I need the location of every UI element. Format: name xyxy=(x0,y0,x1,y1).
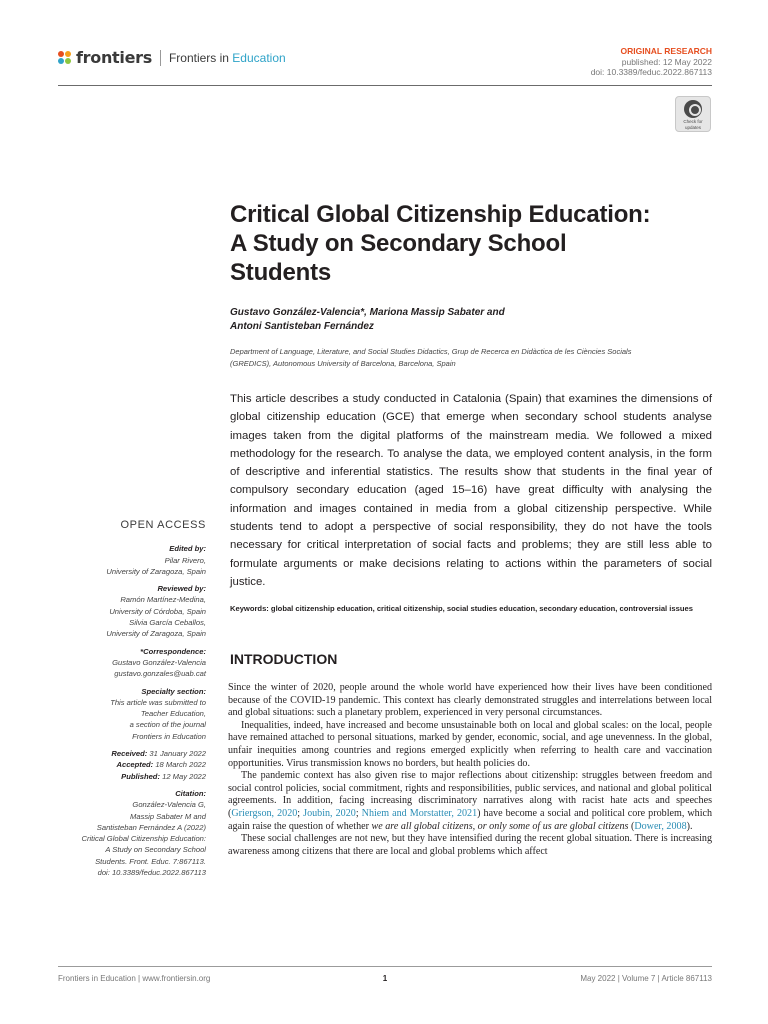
accepted-label: Accepted: xyxy=(116,760,154,770)
specialty-line: Frontiers in Education xyxy=(132,731,206,741)
citation-line: A Study on Secondary School xyxy=(105,845,206,855)
badge-label-line2: updates xyxy=(684,125,701,130)
header-divider xyxy=(58,85,712,86)
editor-name: Pilar Rivero, xyxy=(164,555,206,565)
page-number: 1 xyxy=(382,974,388,983)
author-list xyxy=(230,306,710,334)
paragraph-text: ( xyxy=(628,820,635,832)
received-date xyxy=(60,748,206,759)
published-date-side xyxy=(60,771,206,782)
paragraph xyxy=(228,770,712,833)
footer-journal[interactable]: Frontiers in Education | www.frontiersin.org xyxy=(58,974,211,983)
reviewed-by-block xyxy=(60,583,206,639)
citation-line: Massip Sabater M and xyxy=(130,811,206,821)
edited-by-block xyxy=(60,543,206,577)
reference-link[interactable]: Griergson, 2020 xyxy=(231,807,298,819)
separator: ; xyxy=(355,807,362,819)
footer-issue: May 2022 | Volume 7 | Article 867113 xyxy=(580,974,712,983)
affiliation-line: (GREDICS), Autonomous University of Barcelona, Barcelona, Spain xyxy=(230,359,456,368)
frontiers-logo-icon xyxy=(58,51,72,65)
title-line: Critical Global Citizenship Education: xyxy=(230,201,651,228)
badge-label-line1: Check for xyxy=(683,119,703,124)
authors-line: Antoni Santisteban Fernández xyxy=(230,321,374,332)
reviewed-by-label: Reviewed by: xyxy=(157,584,206,594)
paragraph: These social challenges are not new, but they have intensified during the recent global situation. There is increasing awareness among citizens that there are local and global problems which affect xyxy=(228,833,712,857)
citation-label: Citation: xyxy=(175,788,206,798)
keywords: Keywords: global citizenship education, critical citizenship, social studies education, secondary education, controversial issues xyxy=(230,604,693,613)
specialty-line: Teacher Education, xyxy=(140,709,206,719)
editor-affiliation: University of Zaragoza, Spain xyxy=(106,566,206,576)
reference-link[interactable]: Nhiem and Morstatter, 2021 xyxy=(361,807,478,819)
footer-divider xyxy=(58,966,712,967)
article-title xyxy=(230,200,720,287)
section-heading: INTRODUCTION xyxy=(230,651,338,667)
affiliation xyxy=(230,346,710,370)
title-line: Students xyxy=(230,259,332,286)
paragraph: Inequalities, indeed, have increased and become unsustainable both on local and global scales: on the local, people have remained attached to personal situations, marked by gender, economic, social, and age unevenness. In the global, unfair inequities among countries and regions emerged explicitly when referring to health care and vaccination opportunities. Virus transmission knows no borders, but health policies do. xyxy=(228,719,712,769)
specialty-label: Specialty section: xyxy=(141,686,206,696)
journal-prefix: Frontiers in xyxy=(168,50,233,65)
check-for-updates-icon xyxy=(684,100,702,118)
paragraph-text: ) have become a social and political core problem, which again raise the question of whether xyxy=(228,807,713,832)
separator: ; xyxy=(297,807,304,819)
paragraph-text: The pandemic context has also given rise to major reflections about citizenship: struggles between freedom and social control policies, social commitment, rights and responsibilities, public services, and national and global political agreements. In addition, facing increasing discriminatory narratives along with racist hate acts and speeches ( xyxy=(228,770,712,819)
brand-name: frontiers xyxy=(76,48,152,67)
correspondence-label: *Correspondence: xyxy=(140,646,206,656)
body-text xyxy=(228,682,712,858)
citation-line: Students. Front. Educ. 7:867113. xyxy=(95,856,206,866)
correspondence-block xyxy=(60,646,206,680)
article-type: ORIGINAL RESEARCH xyxy=(620,46,712,56)
accepted-value: 18 March 2022 xyxy=(153,760,206,770)
logo-divider xyxy=(160,50,161,66)
reviewer-affiliation: University of Zaragoza, Spain xyxy=(106,629,206,639)
reference-link[interactable]: Joubin, 2020 xyxy=(303,807,356,819)
citation-line: Critical Global Citizenship Education: xyxy=(81,834,206,844)
accepted-date xyxy=(60,759,206,770)
page-header xyxy=(58,46,712,84)
specialty-line: This article was submitted to xyxy=(110,697,206,707)
published-label: Published: xyxy=(121,771,160,781)
specialty-line: a section of the journal xyxy=(129,720,206,730)
emphasis-text: we are all global citizens, or only some of us are global citizens xyxy=(371,820,629,832)
citation-line: González-Valencia G, xyxy=(132,800,206,810)
dates-block xyxy=(60,748,206,782)
edited-by-label: Edited by: xyxy=(169,544,206,554)
reviewer-name: Silvia García Ceballos, xyxy=(129,618,206,628)
correspondence-email[interactable]: gustavo.gonzales@uab.cat xyxy=(114,669,206,679)
journal-accent: Education xyxy=(232,50,286,65)
correspondence-name: Gustavo González-Valencia xyxy=(112,657,206,667)
reviewer-name: Ramón Martínez-Medina, xyxy=(120,595,206,605)
reference-link[interactable]: Dower, 2008 xyxy=(634,820,687,832)
citation-line: Santisteban Fernández A (2022) xyxy=(96,822,206,832)
authors-line: Gustavo González-Valencia*, Mariona Massip Sabater and xyxy=(230,307,505,318)
open-access-label: OPEN ACCESS xyxy=(120,519,206,531)
article-meta xyxy=(591,46,712,78)
journal-name xyxy=(169,51,286,65)
reviewer-affiliation: University of Córdoba, Spain xyxy=(109,606,206,616)
specialty-block xyxy=(60,686,206,742)
published-value: 12 May 2022 xyxy=(159,771,206,781)
check-for-updates-badge[interactable] xyxy=(675,96,711,132)
affiliation-line: Department of Language, Literature, and Social Studies Didactics, Grup de Recerca en Didàctica de les Ciències Socials xyxy=(230,347,632,356)
article-sidebar xyxy=(60,520,206,884)
paragraph: Since the winter of 2020, people around the whole world have experienced how their lives have been conditioned because of the COVID-19 pandemic. This context has clearly demonstrated struggles and interrelations between local and global situations: such a planetary problem, experienced in very personal circumstances. xyxy=(228,682,712,719)
received-value: 31 January 2022 xyxy=(147,749,206,759)
published-date: published: 12 May 2022 xyxy=(621,56,712,67)
title-line: A Study on Secondary School xyxy=(230,230,567,257)
paragraph-text: ). xyxy=(686,820,693,832)
doi[interactable]: doi: 10.3389/feduc.2022.867113 xyxy=(590,67,712,77)
citation-doi[interactable]: doi: 10.3389/feduc.2022.867113 xyxy=(97,868,206,878)
citation-block xyxy=(60,788,206,878)
received-label: Received: xyxy=(111,749,148,759)
journal-logo[interactable] xyxy=(58,48,286,67)
abstract: This article describes a study conducted in Catalonia (Spain) that examines the dimensions of global citizenship education (GCE) that emerge when secondary school students analyse images taken from the digital platforms of the mainstream media. We followed a mixed methodology for the research. To analyse the data, we employed content analysis, in the form of descriptive and inferential statistics. The results show that students in the final year of compulsory secondary education (aged 15–16) have great difficulty with analysing the information and images contained in media from a global citizenship perspective. While students tend to adopt a perspective of social responsibility, they do not have the tools necessary for critical interpretation of social facts and problems; they are still less able to formulate arguments or make decisions relating to actions within the parameters of social justice. xyxy=(230,393,712,588)
